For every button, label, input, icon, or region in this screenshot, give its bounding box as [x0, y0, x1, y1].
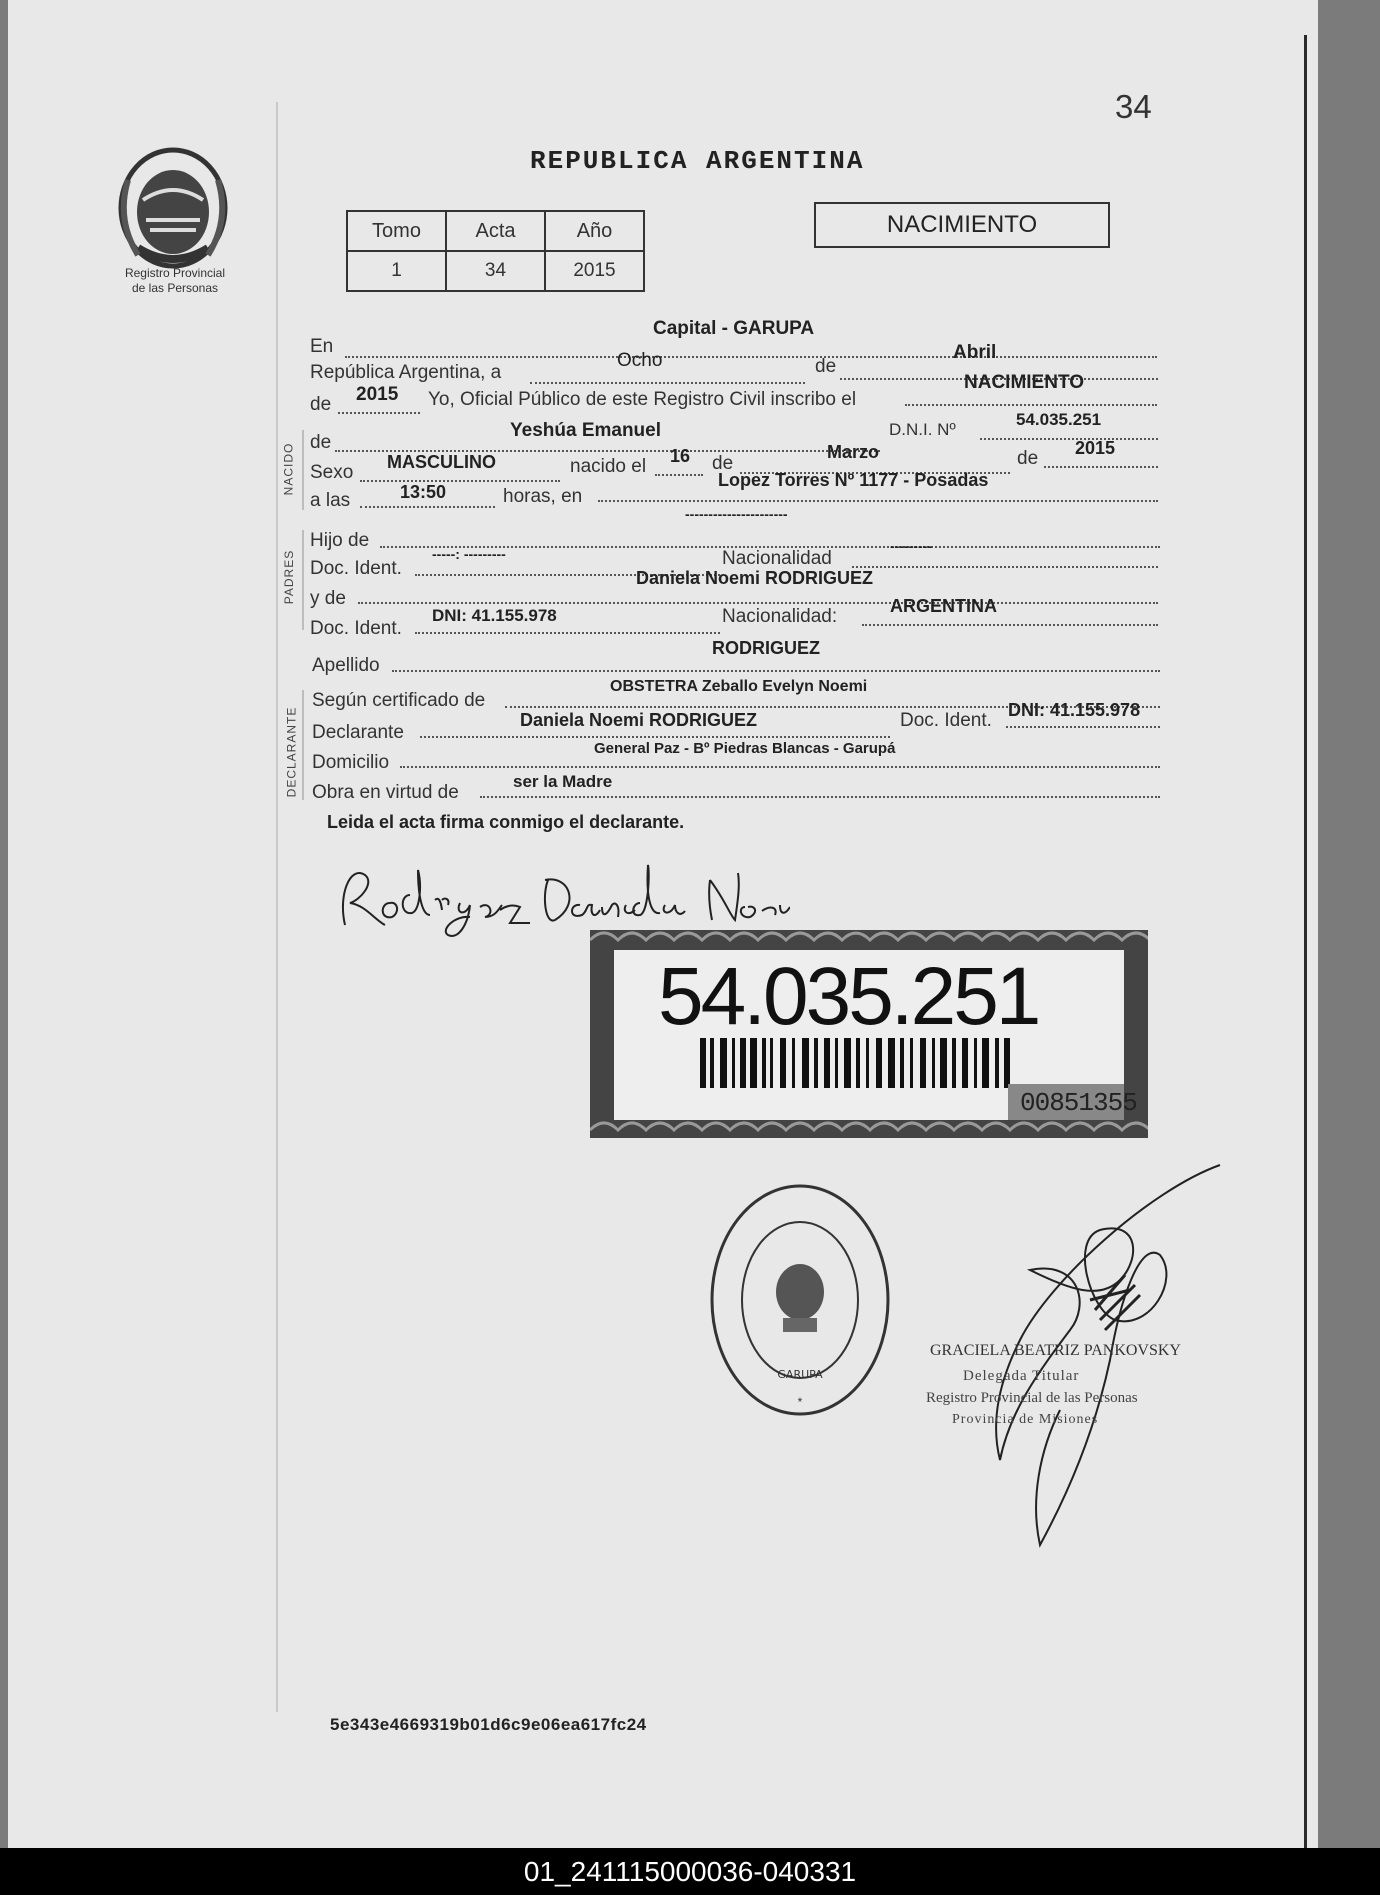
- label-dni: D.N.I. Nº: [889, 420, 956, 439]
- value-dia: Ocho: [617, 350, 663, 371]
- margin-line: [276, 102, 278, 1712]
- record-table: [346, 210, 645, 292]
- section-bar-declarante: [302, 690, 304, 800]
- dotted-line: [415, 632, 720, 634]
- value-doc-padre: -----: ---------: [432, 546, 506, 562]
- registry-line-1: Registro Provincial: [124, 266, 226, 280]
- value-padre: ----------------------: [685, 506, 788, 522]
- official-province: Provincia de Misiones: [952, 1412, 1099, 1427]
- dotted-line: [480, 796, 1160, 798]
- dotted-line: [852, 566, 1158, 568]
- label-yo: Yo, Oficial Público de este Registro Civil inscribo el: [428, 389, 857, 410]
- label-nacionalidad-2: Nacionalidad:: [722, 606, 838, 627]
- value-acta: 34: [446, 251, 545, 291]
- dotted-line: [360, 506, 495, 508]
- dotted-line: [400, 766, 1160, 768]
- value-doc-madre: DNI: 41.155.978: [432, 606, 557, 625]
- official-name: GRACIELA BEATRIZ PANKOVSKY: [930, 1342, 1181, 1359]
- value-mes: Abril: [953, 342, 997, 363]
- svg-text:*: *: [797, 1395, 803, 1409]
- record-type-box: NACIMIENTO: [814, 202, 1110, 248]
- scan-footer: 01_241115000036-040331: [0, 1848, 1380, 1895]
- value-dni: 54.035.251: [1016, 410, 1102, 429]
- dotted-line: [360, 480, 560, 482]
- registry-seal: [705, 1180, 895, 1420]
- dotted-line: [345, 356, 1157, 358]
- value-lugar: Capital - GARUPA: [653, 318, 815, 339]
- section-label-nacido: NACIDO: [281, 442, 296, 496]
- value-tomo: 1: [347, 251, 446, 291]
- label-horas-en: horas, en: [503, 486, 583, 507]
- dotted-line: [1006, 726, 1160, 728]
- label-de-5: de: [1017, 448, 1039, 469]
- value-dia-nac: 16: [670, 446, 691, 466]
- dotted-line: [905, 404, 1157, 406]
- document-title: REPUBLICA ARGENTINA: [530, 146, 865, 176]
- stamp-serial: 00851355: [1020, 1088, 1137, 1118]
- label-nacido-el: nacido el: [570, 456, 647, 477]
- value-domicilio: General Paz - Bº Piedras Blancas - Garupá: [594, 740, 896, 757]
- label-de-2: de: [310, 394, 332, 415]
- value-apellido: RODRIGUEZ: [712, 638, 820, 658]
- value-virtud: ser la Madre: [513, 772, 613, 791]
- sheet-edge: [1304, 35, 1307, 1848]
- label-doc-ident-3: Doc. Ident.: [900, 710, 992, 731]
- header-acta: Acta: [446, 211, 545, 251]
- value-lugar-nac: Lopez Torres Nº 1177 - Posadas: [718, 470, 989, 490]
- stamp-id-number: 54.035.251: [658, 951, 1039, 1042]
- dotted-line: [862, 624, 1158, 626]
- label-hijo-de: Hijo de: [310, 530, 370, 551]
- label-nacionalidad-1: Nacionalidad: [722, 548, 832, 569]
- label-sexo: Sexo: [310, 462, 354, 483]
- value-nac-madre: ARGENTINA: [890, 596, 997, 616]
- label-doc-ident-2: Doc. Ident.: [310, 618, 402, 639]
- value-nombre: Yeshúa Emanuel: [510, 420, 662, 441]
- registry-name: [105, 266, 245, 296]
- value-nac-padre: ---------: [890, 538, 932, 554]
- dotted-line: [1044, 466, 1158, 468]
- dotted-line: [655, 474, 703, 476]
- section-bar-nacido: [302, 430, 304, 510]
- label-apellido: Apellido: [312, 655, 380, 676]
- section-label-declarante: DECLARANTE: [284, 706, 299, 798]
- label-de-1: de: [815, 356, 837, 377]
- dotted-line: [598, 500, 1158, 502]
- label-declarante: Declarante: [312, 722, 404, 743]
- dotted-line: [530, 382, 805, 384]
- label-de-3: de: [310, 432, 332, 453]
- header-anio: Año: [545, 211, 644, 251]
- dotted-line: [980, 438, 1158, 440]
- label-republica: República Argentina, a: [310, 362, 502, 383]
- label-de-4: de: [712, 453, 734, 474]
- official-role: Delegada Titular: [963, 1368, 1080, 1384]
- registry-line-2: de las Personas: [131, 281, 219, 295]
- value-anio: 2015: [545, 251, 644, 291]
- label-doc-ident-1: Doc. Ident.: [310, 558, 402, 579]
- label-y-de: y de: [310, 588, 346, 609]
- section-bar-padres: [302, 530, 304, 630]
- section-label-padres: PADRES: [282, 549, 297, 605]
- label-en: En: [310, 336, 334, 357]
- official-registry: Registro Provincial de las Personas: [926, 1390, 1138, 1406]
- label-a-las: a las: [310, 490, 351, 511]
- value-mes-nac: Marzo: [827, 442, 880, 462]
- closing-statement: Leida el acta firma conmigo el declarante.: [327, 812, 685, 832]
- value-hora: 13:50: [400, 482, 447, 502]
- value-madre: Daniela Noemi RODRIGUEZ: [636, 568, 874, 588]
- header-tomo: Tomo: [347, 211, 446, 251]
- label-domicilio: Domicilio: [312, 752, 390, 773]
- label-segun: Según certificado de: [312, 690, 486, 711]
- label-obra: Obra en virtud de: [312, 782, 459, 803]
- value-sexo: MASCULINO: [387, 452, 496, 472]
- dotted-line: [358, 602, 1158, 604]
- value-doc-declarante: DNI: 41.155.978: [1008, 700, 1141, 720]
- seal-bottom-text: GARUPA: [777, 1368, 823, 1381]
- dotted-line: [338, 412, 420, 414]
- page-number: 34: [1115, 88, 1152, 125]
- value-certificado: OBSTETRA Zeballo Evelyn Noemi: [610, 678, 868, 695]
- value-declarante: Daniela Noemi RODRIGUEZ: [520, 710, 758, 730]
- dotted-line: [392, 670, 1160, 672]
- value-anio-nac: 2015: [1075, 438, 1116, 458]
- value-anio: 2015: [356, 384, 399, 405]
- value-acto: NACIMIENTO: [964, 372, 1084, 393]
- dotted-line: [420, 736, 890, 738]
- document-hash: 5e343e4669319b01d6c9e06ea617fc24: [330, 1715, 647, 1734]
